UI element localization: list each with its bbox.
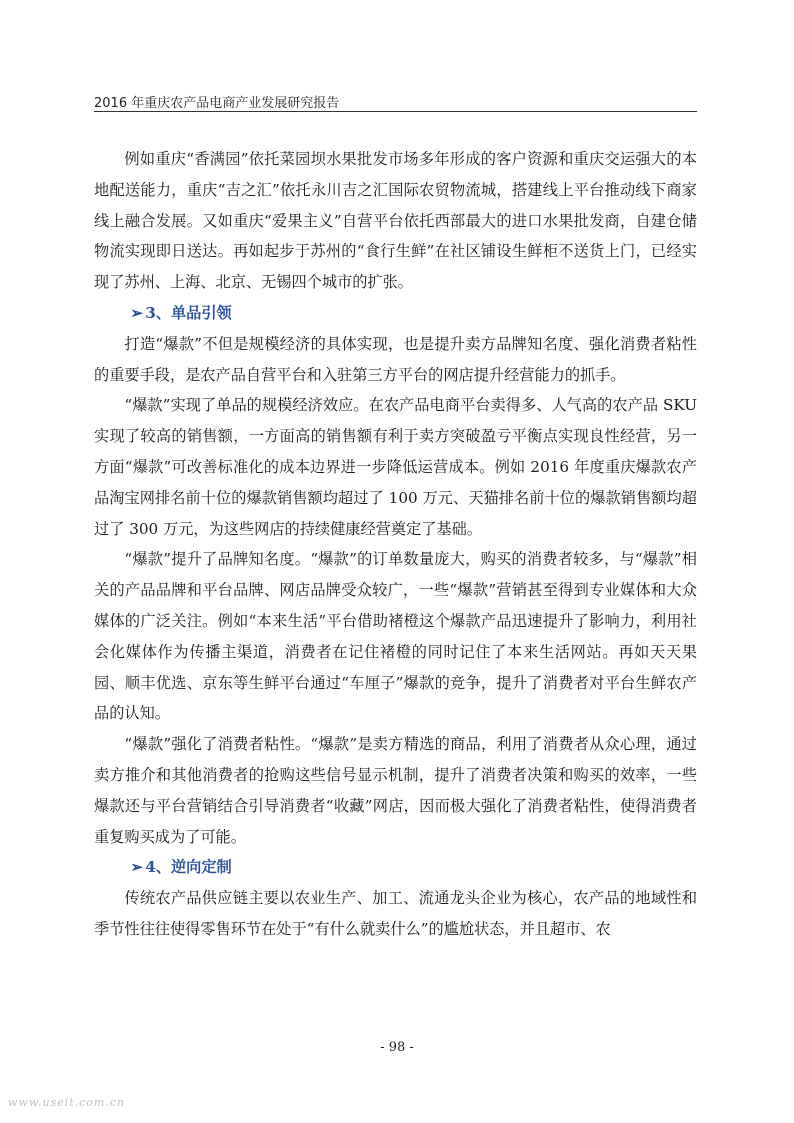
- paragraph-customer-loyalty: “爆款”强化了消费者粘性。“爆款”是卖方精选的商品，利用了消费者从众心理，通过卖方推介和其他消费者的抢购这些信号显示机制，提升了消费者决策和购买的效率，一些爆款还与平台营销结合引导消费者“收藏”网店，因而极大强化了消费者粘性，使得消费者重复购买成为了可能。: [94, 735, 697, 846]
- arrow-bullet-icon: ➢: [130, 858, 144, 877]
- paragraph-brand-awareness: “爆款”提升了品牌知名度。“爆款”的订单数量庞大，购买的消费者较多，与“爆款”相关的产品品牌和平台品牌、网店品牌受众较广，一些“爆款”营销甚至得到专业媒体和大众媒体的广泛关注。例如“本来生活”平台借助褚橙这个爆款产品迅速提升了影响力，利用社会化媒体作为传播主渠道，消费者在记住褚橙的同时记住了本来生活网站。再如天天果园、顺丰优选、京东等生鲜平台通过“车厘子”爆款的竞争，提升了消费者对平台生鲜农产品的认知。: [94, 550, 697, 723]
- section-heading-4: [94, 852, 697, 883]
- arrow-bullet-icon: ➢: [130, 303, 144, 322]
- paragraph-examples: 例如重庆“香满园”依托菜园坝水果批发市场多年形成的客户资源和重庆交运强大的本地配送能力，重庆“吉之汇”依托永川吉之汇国际农贸物流城，搭建线上平台推动线下商家线上融合发展。又如重庆“爱果主义”自营平台依托西部最大的进口水果批发商，自建仓储物流实现即日送达。再如起步于苏州的“食行生鲜”在社区铺设生鲜柜不送货上门，已经实现了苏州、上海、北京、无锡四个城市的扩张。: [94, 150, 697, 292]
- header-rule: [94, 111, 697, 112]
- page-number: - 98 -: [380, 1040, 414, 1055]
- watermark: www.useit.com.cn: [8, 1096, 126, 1109]
- running-header: 2016 年重庆农产品电商产业发展研究报告: [94, 96, 340, 111]
- section-heading-label: 3、单品引领: [145, 303, 232, 322]
- section-heading-3: [94, 298, 697, 329]
- section-heading-label: 4、逆向定制: [145, 858, 232, 877]
- paragraph-supply-chain: 传统农产品供应链主要以农业生产、加工、流通龙头企业为核心，农产品的地域性和季节性往往使得零售环节在处于“有什么就卖什么”的尴尬状态，并且超市、农: [94, 889, 697, 938]
- paragraph-bestseller-intro: 打造“爆款”不但是规模经济的具体实现，也是提升卖方品牌知名度、强化消费者粘性的重要手段，是农产品自营平台和入驻第三方平台的网店提升经营能力的抓手。: [94, 334, 697, 384]
- document-body: [94, 144, 697, 945]
- paragraph-scale-economy: “爆款”实现了单品的规模经济效应。在农产品电商平台卖得多、人气高的农产品 SKU 实现了较高的销售额，一方面高的销售额有利于卖方突破盈亏平衡点实现良性经营，另一方面“爆款”可改善标准化的成本边界进一步降低运营成本。例如 2016 年度重庆爆款农产品淘宝网排名前十位的爆款销售额均超过了 100 万元、天猫排名前十位的爆款销售额均超过了 300 万元，为这些网店的持续健康经营奠定了基础。: [94, 396, 697, 538]
